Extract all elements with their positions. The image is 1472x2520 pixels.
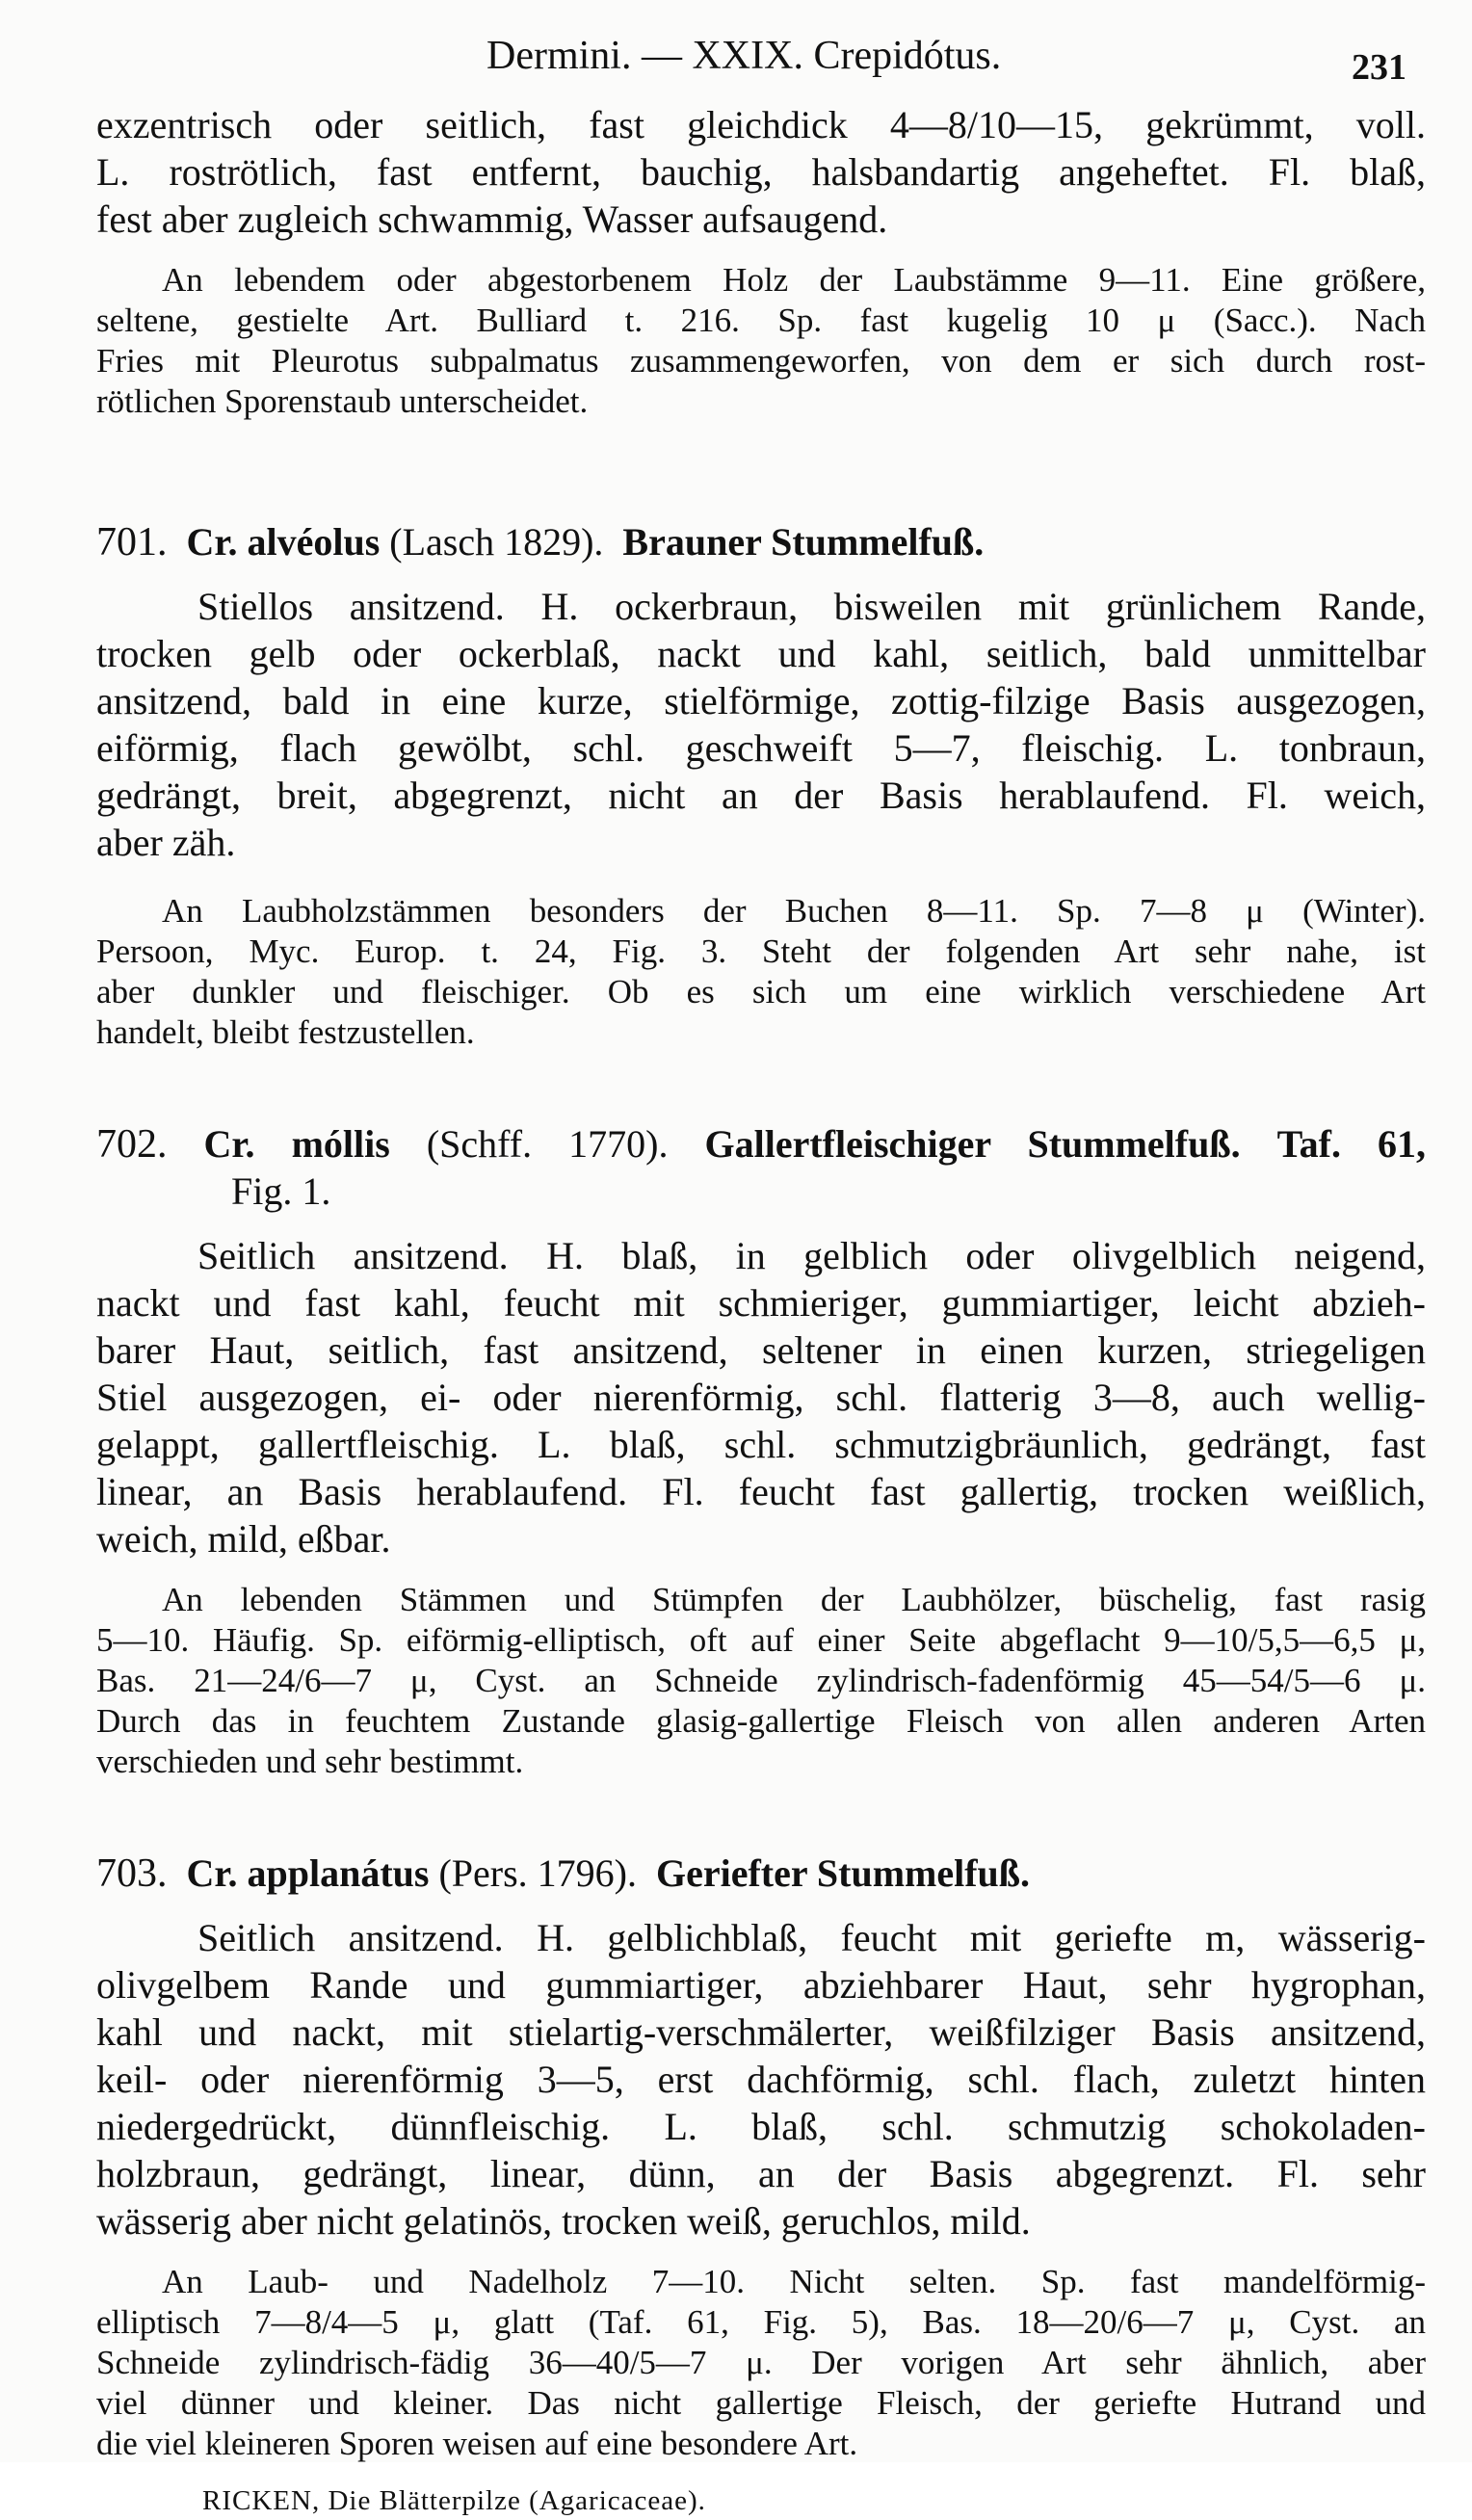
entry-note-line: An Laub- und Nadelholz 7—10. Nicht selten. Sp. fast mandelförmig-: [162, 2263, 1426, 2300]
entry-species: alvéolus: [247, 520, 381, 564]
entry-line: wässerig aber nicht gelatinös, trocken weiß, geruchlos, mild.: [96, 2199, 1031, 2243]
entry-authority: (Pers. 1796).: [438, 1851, 637, 1895]
intro-note-line: An lebendem oder abgestorbenem Holz der Laubstämme 9—11. Eine größere,: [162, 261, 1426, 299]
entry-note-line: handelt, bleibt festzustellen.: [96, 1013, 475, 1051]
entry-line: barer Haut, seitlich, fast ansitzend, seltener in einen kurzen, striegeligen: [96, 1328, 1426, 1372]
intro-note: [96, 260, 1426, 422]
intro-line: L. roströtlich, fast entfernt, bauchig, halsbandartig angeheftet. Fl. blaß,: [96, 150, 1426, 194]
entry-line: Seitlich ansitzend. H. blaß, in gelblich oder olivgelblich neigend,: [197, 1234, 1426, 1277]
entry-line: keil- oder nierenförmig 3—5, erst dachförmig, schl. flach, zuletzt hinten: [96, 2058, 1426, 2101]
entry-line: nackt und fast kahl, feucht mit schmieriger, gummiartiger, leicht abzieh-: [96, 1281, 1426, 1325]
entry-heading: [96, 1120, 1426, 1168]
entry-note-line: die viel kleineren Sporen weisen auf eine besondere Art.: [96, 2425, 858, 2462]
entry-line: aber zäh.: [96, 821, 236, 864]
page-content: [96, 101, 1426, 2520]
intro-note-line: seltene, gestielte Art. Bulliard t. 216. Sp. fast kugelig 10 μ (Sacc.). Nach: [96, 302, 1426, 339]
entry-line: Stiel ausgezogen, ei- oder nierenförmig, schl. flatterig 3—8, auch wellig-: [96, 1376, 1426, 1419]
entry-note-line: Durch das in feuchtem Zustande glasig-gallertige Fleisch von allen anderen Arten: [96, 1702, 1426, 1740]
entry-note-line: Bas. 21—24/6—7 μ, Cyst. an Schneide zylindrisch-fadenförmig 45—54/5—6 μ.: [96, 1662, 1426, 1699]
entry-authority: (Lasch 1829).: [389, 520, 604, 564]
entry-note-line: Persoon, Myc. Europ. t. 24, Fig. 3. Steht der folgenden Art sehr nahe, ist: [96, 932, 1426, 970]
entry-line: Stiellos ansitzend. H. ockerbraun, bisweilen mit grünlichem Rande,: [197, 585, 1426, 628]
entry-authority: (Schff. 1770).: [426, 1122, 669, 1166]
entry-plate-ref-cont: Fig. 1.: [231, 1169, 331, 1213]
entry-line: weich, mild, eßbar.: [96, 1517, 391, 1561]
page-number: 231: [1352, 47, 1406, 88]
intro-description: [96, 101, 1426, 243]
entry-note-line: Schneide zylindrisch-fädig 36—40/5—7 μ. Der vorigen Art sehr ähnlich, aber: [96, 2344, 1426, 2381]
entry-701: [96, 518, 1426, 1053]
footer-credit: RICKEN, Die Blätterpilze (Agaricaceae).: [202, 2485, 706, 2516]
entry-note-line: An Laubholzstämmen besonders der Buchen 8—11. Sp. 7—8 μ (Winter).: [162, 892, 1426, 930]
entry-heading: [96, 1850, 1426, 1897]
entry-line: ansitzend, bald in eine kurze, stielförmige, zottig-filzige Basis ausgezogen,: [96, 679, 1426, 722]
page-header: [96, 27, 1406, 88]
entry-note-line: verschieden und sehr bestimmt.: [96, 1743, 524, 1780]
entry-note-line: An lebenden Stämmen und Stümpfen der Laubhölzer, büschelig, fast rasig: [162, 1581, 1426, 1618]
entry-species: applanátus: [247, 1851, 430, 1895]
entry-number: 702.: [96, 1122, 168, 1167]
intro-note-line: Fries mit Pleurotus subpalmatus zusammengeworfen, von dem er sich durch rost-: [96, 342, 1426, 380]
entry-species: móllis: [291, 1122, 390, 1166]
entry-line: trocken gelb oder ockerblaß, nackt und kahl, seitlich, bald unmittelbar: [96, 632, 1426, 675]
entry-genus: Cr.: [186, 1851, 238, 1895]
entry-line: gelappt, gallertfleischig. L. blaß, schl. schmutzigbräunlich, gedrängt, fast: [96, 1423, 1426, 1466]
entry-number: 701.: [96, 520, 168, 564]
entry-line: Seitlich ansitzend. H. gelblichblaß, feucht mit geriefte m, wässerig-: [197, 1916, 1426, 1959]
intro-line: fest aber zugleich schwammig, Wasser aufsaugend.: [96, 197, 888, 241]
entry-note-line: viel dünner und kleiner. Das nicht gallertige Fleisch, der geriefte Hutrand und: [96, 2384, 1426, 2422]
entry-plate-ref: Taf. 61,: [1276, 1122, 1427, 1166]
entry-genus: Cr.: [186, 520, 238, 564]
entry-common-name: Geriefter Stummelfuß.: [655, 1851, 1031, 1895]
entry-note-line: aber dunkler und fleischiger. Ob es sich um eine wirklich verschiedene Art: [96, 973, 1426, 1011]
intro-line: exzentrisch oder seitlich, fast gleichdick 4—8/10—15, gekrümmt, voll.: [96, 103, 1426, 146]
entry-line: holzbraun, gedrängt, linear, dünn, an der Basis abgegrenzt. Fl. sehr: [96, 2152, 1426, 2195]
intro-note-line: rötlichen Sporenstaub unterscheidet.: [96, 382, 589, 420]
entry-common-name: Brauner Stummelfuß.: [622, 520, 985, 564]
entry-common-name: Gallertfleischiger Stummelfuß.: [704, 1122, 1241, 1166]
entry-line: olivgelbem Rande und gummiartiger, abziehbarer Haut, sehr hygrophan,: [96, 1963, 1426, 2007]
entry-number: 703.: [96, 1851, 168, 1896]
entry-line: linear, an Basis herablaufend. Fl. feucht fast gallertig, trocken weißlich,: [96, 1470, 1426, 1513]
entry-line: kahl und nackt, mit stielartig-verschmälerter, weißfilziger Basis ansitzend,: [96, 2010, 1426, 2054]
running-title: Dermini. — XXIX. Crepidótus.: [486, 34, 1002, 78]
entry-702: [96, 1120, 1426, 1782]
entry-line: gedrängt, breit, abgegrenzt, nicht an der Basis herablaufend. Fl. weich,: [96, 774, 1426, 817]
entry-line: niedergedrückt, dünnfleischig. L. blaß, schl. schmutzig schokoladen-: [96, 2105, 1426, 2148]
entry-note-line: elliptisch 7—8/4—5 μ, glatt (Taf. 61, Fig. 5), Bas. 18—20/6—7 μ, Cyst. an: [96, 2303, 1426, 2341]
entry-genus: Cr.: [203, 1122, 255, 1166]
entry-703: [96, 1850, 1426, 2464]
entry-note-line: 5—10. Häufig. Sp. eiförmig-elliptisch, oft auf einer Seite abgeflacht 9—10/5,5—6,5 μ,: [96, 1621, 1426, 1659]
entry-line: eiförmig, flach gewölbt, schl. geschweift 5—7, fleischig. L. tonbraun,: [96, 726, 1426, 770]
entry-heading: [96, 518, 1426, 565]
